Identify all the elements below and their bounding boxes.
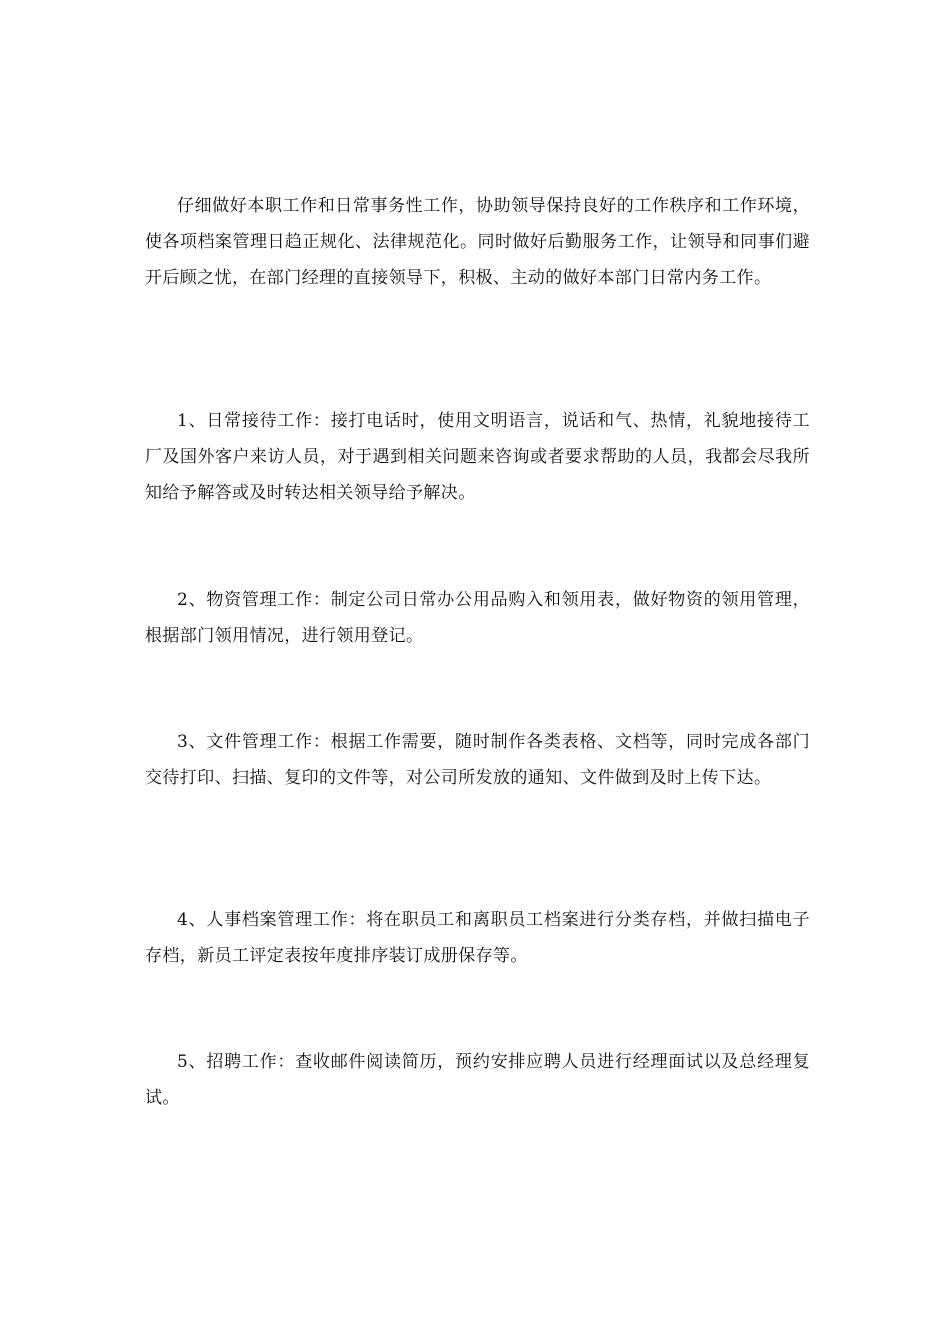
item-recruitment-paragraph: 5、招聘工作：查收邮件阅读简历，预约安排应聘人员进行经理面试以及总经理复试。 [145,1052,810,1108]
intro-paragraph: 仔细做好本职工作和日常事务性工作，协助领导保持良好的工作秩序和工作环境，使各项档案管理日趋正规化、法律规范化。同时做好后勤服务工作，让领导和同事们避开后顾之忧，在部门经理的直接领导下，积极、主动的做好本部门日常内务工作。 [145,196,810,288]
item-documents-paragraph: 3、文件管理工作：根据工作需要，随时制作各类表格、文档等，同时完成各部门交待打印、扫描、复印的文件等，对公司所发放的通知、文件做到及时上传下达。 [145,732,810,788]
item-supplies-paragraph: 2、物资管理工作：制定公司日常办公用品购入和领用表，做好物资的领用管理，根据部门领用情况，进行领用登记。 [145,590,810,646]
item-personnel-archives-paragraph: 4、人事档案管理工作：将在职员工和离职员工档案进行分类存档，并做扫描电子存档，新员工评定表按年度排序装订成册保存等。 [145,910,810,966]
item-reception-paragraph: 1、日常接待工作：接打电话时，使用文明语言，说话和气、热情，礼貌地接待工厂及国外客户来访人员，对于遇到相关问题来咨询或者要求帮助的人员，我都会尽我所知给予解答或及时转达相关领导给予解决。 [145,411,810,503]
